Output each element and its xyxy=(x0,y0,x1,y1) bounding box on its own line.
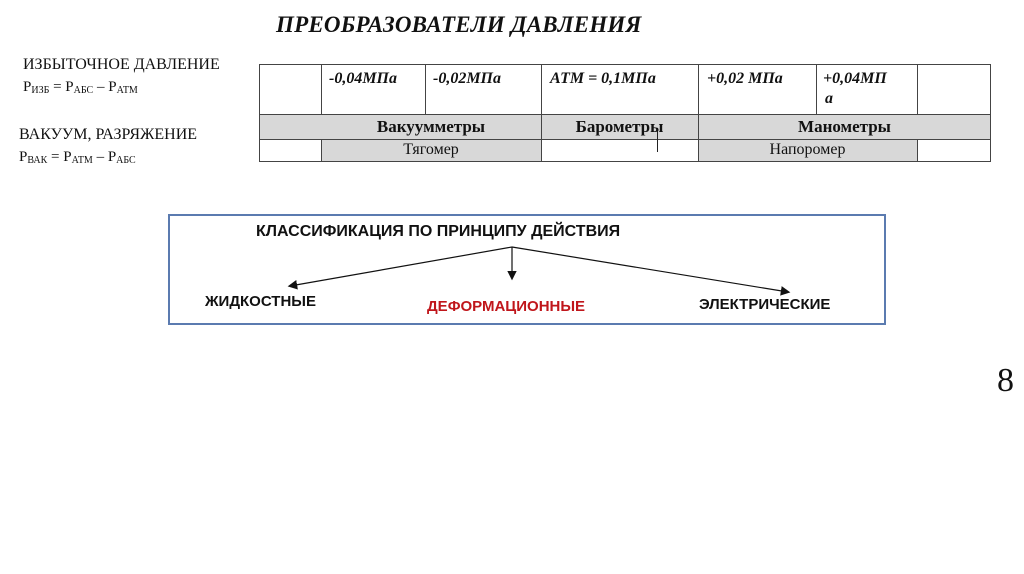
vacuum-formula: $P_{ВАК} = P_{АТМ} - P_{АБС}$ xyxy=(19,149,136,166)
arrow-liquid xyxy=(290,247,512,286)
excess-pressure-label: ИЗБЫТОЧНОЕ ДАВЛЕНИЕ xyxy=(23,56,220,73)
liquid-type: ЖИДКОСТНЫЕ xyxy=(205,293,316,310)
classification-box xyxy=(168,214,886,325)
value-plus-004-wrap: а xyxy=(825,90,833,107)
value-atm: АТМ = 0,1МПа xyxy=(550,70,656,87)
pressure-table xyxy=(259,64,991,166)
vacuum-label: ВАКУУМ, РАЗРЯЖЕНИЕ xyxy=(19,126,198,143)
excess-pressure-formula: $P_{ИЗБ} = P_{АБС} - P_{АТМ}$ xyxy=(23,79,138,96)
value-plus-004: +0,04МП xyxy=(823,70,887,87)
value-plus-002: +0,02 МПа xyxy=(707,70,783,87)
vacuum-meters-label: Вакуумметры xyxy=(376,117,486,136)
electric-type: ЭЛЕКТРИЧЕСКИЕ xyxy=(699,296,831,313)
deformation-type: ДЕФОРМАЦИОННЫЕ xyxy=(427,298,586,315)
manometers-label: Манометры xyxy=(798,117,891,136)
classification-title: КЛАССИФИКАЦИЯ ПО ПРИНЦИПУ ДЕЙСТВИЯ xyxy=(256,223,621,240)
barometers-label: Барометры xyxy=(575,117,664,136)
thrust-gauge-label: Тягомер xyxy=(403,141,459,158)
value-minus-004: -0,04МПа xyxy=(329,70,397,87)
value-minus-002: -0,02МПа xyxy=(433,70,501,87)
draft-gauge-label: Напоромер xyxy=(769,141,846,158)
page-title: ПРЕОБРАЗОВАТЕЛИ ДАВЛЕНИЯ xyxy=(276,12,642,37)
arrow-electric xyxy=(512,247,788,292)
page-number: 8 xyxy=(997,362,1014,399)
